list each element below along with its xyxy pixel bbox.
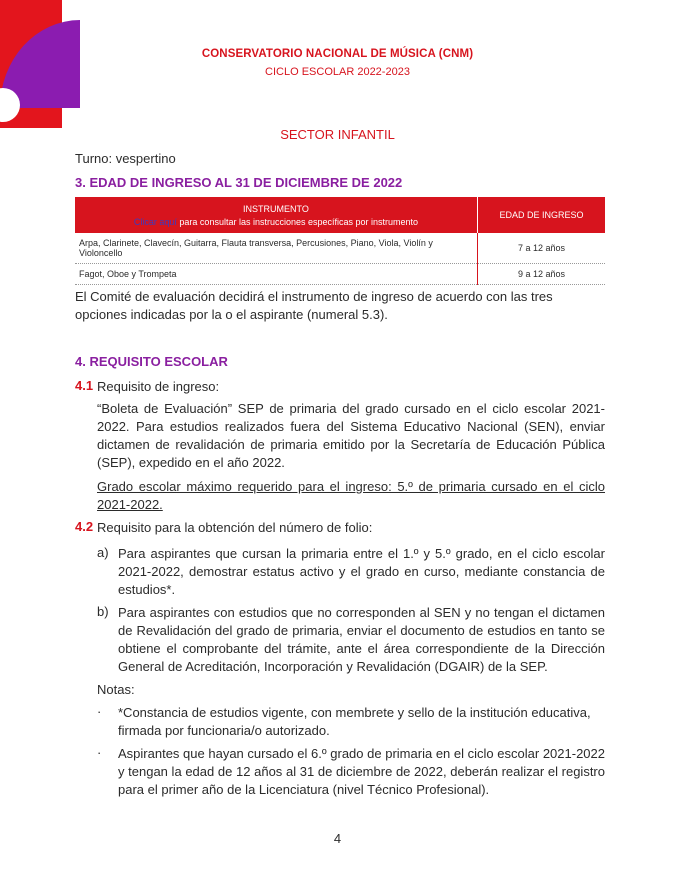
item-a-text: Para aspirantes que cursan la primaria entre el 1.º y 5.º grado, en el ciclo escolar 2021-2022, demostrar estatus activo y el grado en curso, mediante constancia de estudios*. bbox=[118, 546, 605, 597]
instructions-link[interactable]: Clicar aquí bbox=[133, 216, 177, 227]
section-4-2-title: Requisito para la obtención del número de folio: bbox=[97, 520, 373, 535]
note-1: *Constancia de estudios vigente, con membrete y sello de la institución educativa, firmada por funcionaria/o autorizado. bbox=[118, 705, 591, 738]
instrument-header: INSTRUMENTO Clicar aquí para consultar las instrucciones específicas por instrumento bbox=[75, 197, 477, 233]
age-cell: 7 a 12 años bbox=[477, 233, 605, 264]
page-number: 4 bbox=[333, 831, 342, 846]
section-3-heading: 3. EDAD DE INGRESO AL 31 DE DICIEMBRE DE 2022 bbox=[75, 175, 403, 190]
section-4-heading: 4. REQUISITO ESCOLAR bbox=[75, 354, 228, 369]
table-row bbox=[75, 264, 605, 285]
turno: Turno: vespertino bbox=[75, 151, 176, 166]
age-table bbox=[75, 197, 605, 285]
institution-title: CONSERVATORIO NACIONAL DE MÚSICA (CNM) bbox=[201, 48, 474, 60]
bullet: · bbox=[97, 704, 102, 719]
age-header: EDAD DE INGRESO bbox=[477, 197, 605, 233]
instrument-cell: Arpa, Clarinete, Clavecín, Guitarra, Flauta transversa, Percusiones, Piano, Viola, Violín y Violoncello bbox=[75, 233, 477, 264]
section-4-1-title: Requisito de ingreso: bbox=[97, 379, 220, 394]
section-4-2-number: 4.2 bbox=[75, 519, 94, 534]
sector-title: SECTOR INFANTIL bbox=[280, 127, 395, 142]
school-cycle: CICLO ESCOLAR 2022-2023 bbox=[265, 66, 410, 78]
instrument-cell: Fagot, Oboe y Trompeta bbox=[75, 264, 477, 285]
item-a-label: a) bbox=[97, 545, 109, 560]
notes-label: Notas: bbox=[97, 682, 135, 697]
bullet: · bbox=[97, 745, 102, 760]
age-cell: 9 a 12 años bbox=[477, 264, 605, 285]
section-4-1-number: 4.1 bbox=[75, 378, 94, 393]
section-4-1-text: “Boleta de Evaluación” SEP de primaria del grado cursado en el ciclo escolar 2021-2022. Para estudios realizados fuera del Sistema Educativo Nacional (SEN), enviar dictamen de revalidación de primaria emitido por la Secretaría de Educación Pública (SEP), expedido en el año 2022. bbox=[97, 401, 605, 470]
item-b-label: b) bbox=[97, 604, 109, 619]
max-grade-requirement: Grado escolar máximo requerido para el ingreso: 5.º de primaria cursado en el ciclo 2021-2022. bbox=[97, 479, 605, 512]
corner-decoration bbox=[0, 0, 90, 130]
committee-note: El Comité de evaluación decidirá el instrumento de ingreso de acuerdo con las tres opciones indicadas por la o el aspirante (numeral 5.3). bbox=[75, 289, 553, 322]
note-2: Aspirantes que hayan cursado el 6.º grado de primaria en el ciclo escolar 2021-2022 y tengan la edad de 12 años al 31 de diciembre de 2022, deberán realizar el registro para el primer año de la Licenciatura (nivel Técnico Profesional). bbox=[118, 746, 605, 797]
table-row bbox=[75, 233, 605, 264]
item-b-text: Para aspirantes con estudios que no corresponden al SEN y no tengan el dictamen de Revalidación del grado de primaria, enviar el documento de estudios en tanto se obtiene el comprobante del trámite, ante el área correspondiente de la Dirección General de Acreditación, Incorporación y Revalidación (DGAIR) de la SEP. bbox=[118, 605, 605, 674]
